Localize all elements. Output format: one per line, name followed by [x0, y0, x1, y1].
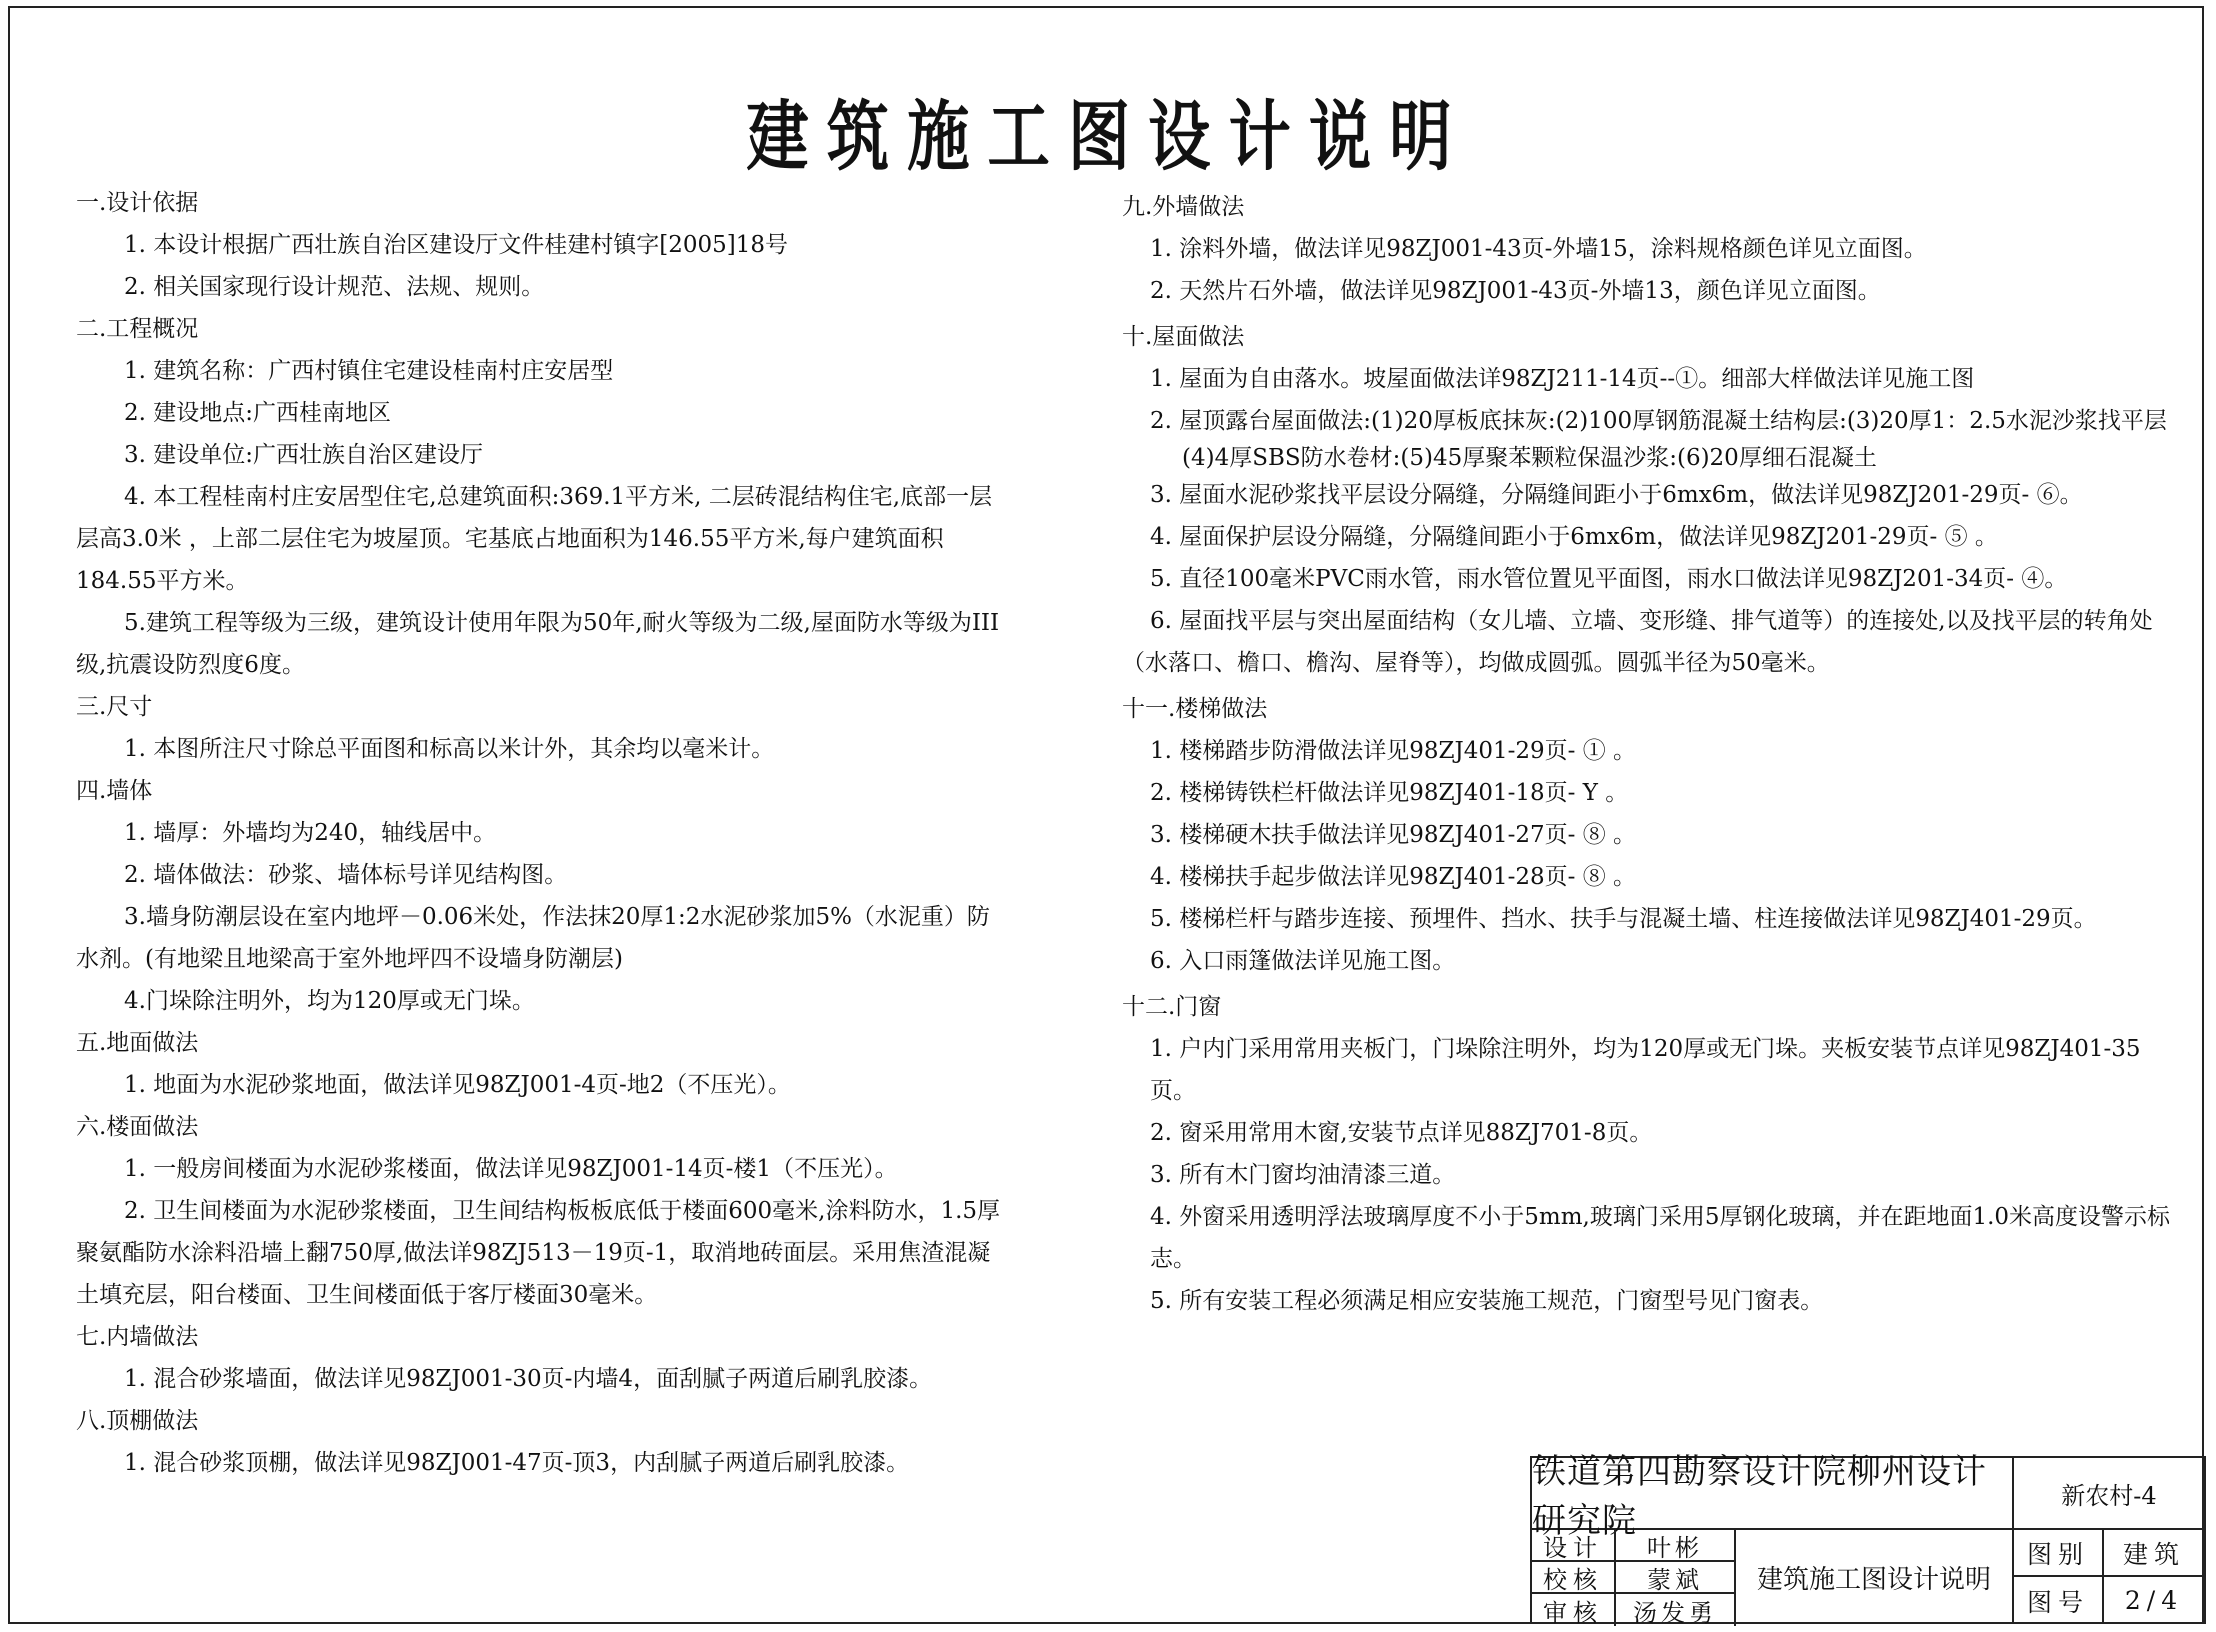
right-column	[1122, 182, 2182, 1322]
role-label-check: 校核	[1532, 1562, 1616, 1594]
role-label-design: 设计	[1532, 1530, 1616, 1562]
drawing-name: 建筑施工图设计说明	[1736, 1530, 2014, 1624]
category-value: 建筑	[2104, 1530, 2204, 1577]
spec-section	[76, 686, 1006, 770]
section-heading: 十.屋面做法	[1122, 324, 1245, 350]
spec-item: 5. 所有安装工程必须满足相应安装施工规范，门窗型号见门窗表。	[1150, 1288, 1824, 1314]
person-review: 汤发勇	[1616, 1594, 1736, 1626]
spec-item: 1. 户内门采用常用夹板门，门垛除注明外，均为120厚或无门垛。夹板安装节点详见98ZJ401-35页。	[1150, 1036, 2141, 1104]
section-heading: 一.设计依据	[76, 190, 199, 216]
spec-item: 2. 卫生间楼面为水泥砂浆楼面，卫生间结构板板底低于楼面600毫米,涂料防水，1.5厚聚氨酯防水涂料沿墙上翻750厚,做法详98ZJ513－19页-1，取消地砖面层。采用焦渣混凝土填充层，阳台楼面、卫生间楼面低于客厅楼面30毫米。	[76, 1198, 1001, 1308]
spec-item: 5. 楼梯栏杆与踏步连接、预埋件、挡水、扶手与混凝土墙、柱连接做法详见98ZJ401-29页。	[1150, 906, 2097, 932]
person-check: 蒙斌	[1616, 1562, 1736, 1594]
number-value: 2/4	[2124, 1586, 2184, 1615]
spec-section	[1122, 186, 2182, 312]
person-design: 叶彬	[1616, 1530, 1736, 1562]
section-heading: 八.顶棚做法	[76, 1408, 199, 1434]
section-heading: 四.墙体	[76, 778, 153, 804]
spec-section	[76, 1022, 1006, 1106]
spec-item: 2. 建设地点:广西桂南地区	[124, 400, 392, 426]
spec-item: 5.建筑工程等级为三级，建筑设计使用年限为50年,耐火等级为二级,屋面防水等级为III级,抗震设防烈度6度。	[76, 610, 1000, 678]
project-code: 新农村-4	[2014, 1458, 2204, 1530]
spec-section	[76, 1400, 1006, 1484]
spec-item: 1. 建筑名称：广西村镇住宅建设桂南村庄安居型	[124, 358, 614, 384]
section-heading: 九.外墙做法	[1122, 194, 1245, 220]
category-label: 图别	[2014, 1530, 2104, 1577]
spec-item: 6. 入口雨篷做法详见施工图。	[1150, 948, 1456, 974]
spec-item: 2. 天然片石外墙，做法详见98ZJ001-43页-外墙13，颜色详见立面图。	[1150, 278, 1881, 304]
section-heading: 三.尺寸	[76, 694, 153, 720]
spec-item: 3. 所有木门窗均油清漆三道。	[1150, 1162, 1456, 1188]
spec-item: 2. 屋顶露台屋面做法:(1)20厚板底抹灰:(2)100厚钢筋混凝土结构层:(3)20厚1：2.5水泥沙浆找平层	[1150, 408, 2167, 434]
spec-item: (4)4厚SBS防水卷材:(5)45厚聚苯颗粒保温沙浆:(6)20厚细石混凝土	[1182, 445, 1877, 471]
spec-section	[1122, 316, 2182, 684]
spec-section	[76, 182, 1006, 308]
section-heading: 六.楼面做法	[76, 1114, 199, 1140]
spec-item: 3. 楼梯硬木扶手做法详见98ZJ401-27页- ⑧ 。	[1150, 822, 1637, 848]
section-heading: 十一.楼梯做法	[1122, 696, 1268, 722]
spec-item: 3. 建设单位:广西壮族自治区建设厅	[124, 442, 484, 468]
spec-item: 1. 一般房间楼面为水泥砂浆楼面，做法详见98ZJ001-14页-楼1（不压光）。	[124, 1156, 898, 1182]
spec-section	[76, 770, 1006, 1022]
spec-section	[1122, 986, 2182, 1322]
spec-item: 3. 屋面水泥砂浆找平层设分隔缝，分隔缝间距小于6mx6m，做法详见98ZJ201-29页- ⑥。	[1150, 482, 2083, 508]
spec-item: 1. 墙厚：外墙均为240，轴线居中。	[124, 820, 497, 846]
spec-item: 1. 地面为水泥砂浆地面，做法详见98ZJ001-4页-地2（不压光）。	[124, 1072, 791, 1098]
spec-item: 4. 屋面保护层设分隔缝，分隔缝间距小于6mx6m，做法详见98ZJ201-29页- ⑤ 。	[1150, 524, 1998, 550]
spec-item: 2. 墙体做法：砂浆、墙体标号详见结构图。	[124, 862, 568, 888]
spec-item: 4. 外窗采用透明浮法玻璃厚度不小于5mm,玻璃门采用5厚钢化玻璃，并在距地面1.0米高度设警示标志。	[1150, 1204, 2171, 1272]
spec-item: 1. 本图所注尺寸除总平面图和标高以米计外，其余均以毫米计。	[124, 736, 775, 762]
spec-item: 1. 楼梯踏步防滑做法详见98ZJ401-29页- ① 。	[1150, 738, 1637, 764]
spec-section	[76, 1106, 1006, 1316]
section-heading: 十二.门窗	[1122, 994, 1222, 1020]
spec-item: 2. 窗采用常用木窗,安装节点详见88ZJ701-8页。	[1150, 1120, 1653, 1146]
spec-item: 1. 混合砂浆墙面，做法详见98ZJ001-30页-内墙4，面刮腻子两道后刷乳胶漆。	[124, 1366, 933, 1392]
spec-item: 1. 混合砂浆顶棚，做法详见98ZJ001-47页-顶3，内刮腻子两道后刷乳胶漆。	[124, 1450, 910, 1476]
spec-item: 4. 楼梯扶手起步做法详见98ZJ401-28页- ⑧ 。	[1150, 864, 1637, 890]
spec-item: 5. 直径100毫米PVC雨水管，雨水管位置见平面图，雨水口做法详见98ZJ201-34页- ④。	[1150, 566, 2068, 592]
left-column	[76, 182, 1006, 1484]
spec-section	[1122, 688, 2182, 982]
spec-item: 2. 楼梯铸铁栏杆做法详见98ZJ401-18页- Y 。	[1150, 780, 1629, 806]
spec-item: 4. 本工程桂南村庄安居型住宅,总建筑面积:369.1平方米, 二层砖混结构住宅,底部一层层高3.0米 ，上部二层住宅为坡屋顶。宅基底占地面积为146.55平方米,每户建筑面积184.55平方米。	[76, 484, 993, 594]
spec-item: 2. 相关国家现行设计规范、法规、规则。	[124, 274, 545, 300]
number-label: 图号	[2014, 1577, 2104, 1624]
section-heading: 七.内墙做法	[76, 1324, 199, 1350]
spec-item: 4.门垛除注明外，均为120厚或无门垛。	[124, 988, 535, 1014]
section-heading: 五.地面做法	[76, 1030, 199, 1056]
role-label-review: 审核	[1532, 1594, 1616, 1626]
spec-item: 3.墙身防潮层设在室内地坪－0.06米处，作法抹20厚1:2水泥砂浆加5%（水泥重）防水剂。(有地梁且地梁高于室外地坪四不设墙身防潮层)	[76, 904, 990, 972]
spec-section	[76, 308, 1006, 686]
spec-item: 1. 涂料外墙，做法详见98ZJ001-43页-外墙15，涂料规格颜色详见立面图。	[1150, 236, 1927, 262]
section-heading: 二.工程概况	[76, 316, 199, 342]
spec-item: 1. 屋面为自由落水。坡屋面做法详98ZJ211-14页--①。细部大样做法详见施工图	[1150, 366, 1975, 392]
organization-name: 铁道第四勘察设计院柳州设计研究院	[1532, 1458, 2014, 1530]
spec-item: 1. 本设计根据广西壮族自治区建设厅文件桂建村镇字[2005]18号	[124, 232, 789, 258]
title-block	[1530, 1452, 2206, 1627]
spec-section	[76, 1316, 1006, 1400]
spec-item: 6. 屋面找平层与突出屋面结构（女儿墙、立墙、变形缝、排气道等）的连接处,以及找平层的转角处（水落口、檐口、檐沟、屋脊等），均做成圆弧。圆弧半径为50毫米。	[1122, 608, 2153, 676]
page-title: 建筑施工图设计说明	[746, 92, 1470, 181]
